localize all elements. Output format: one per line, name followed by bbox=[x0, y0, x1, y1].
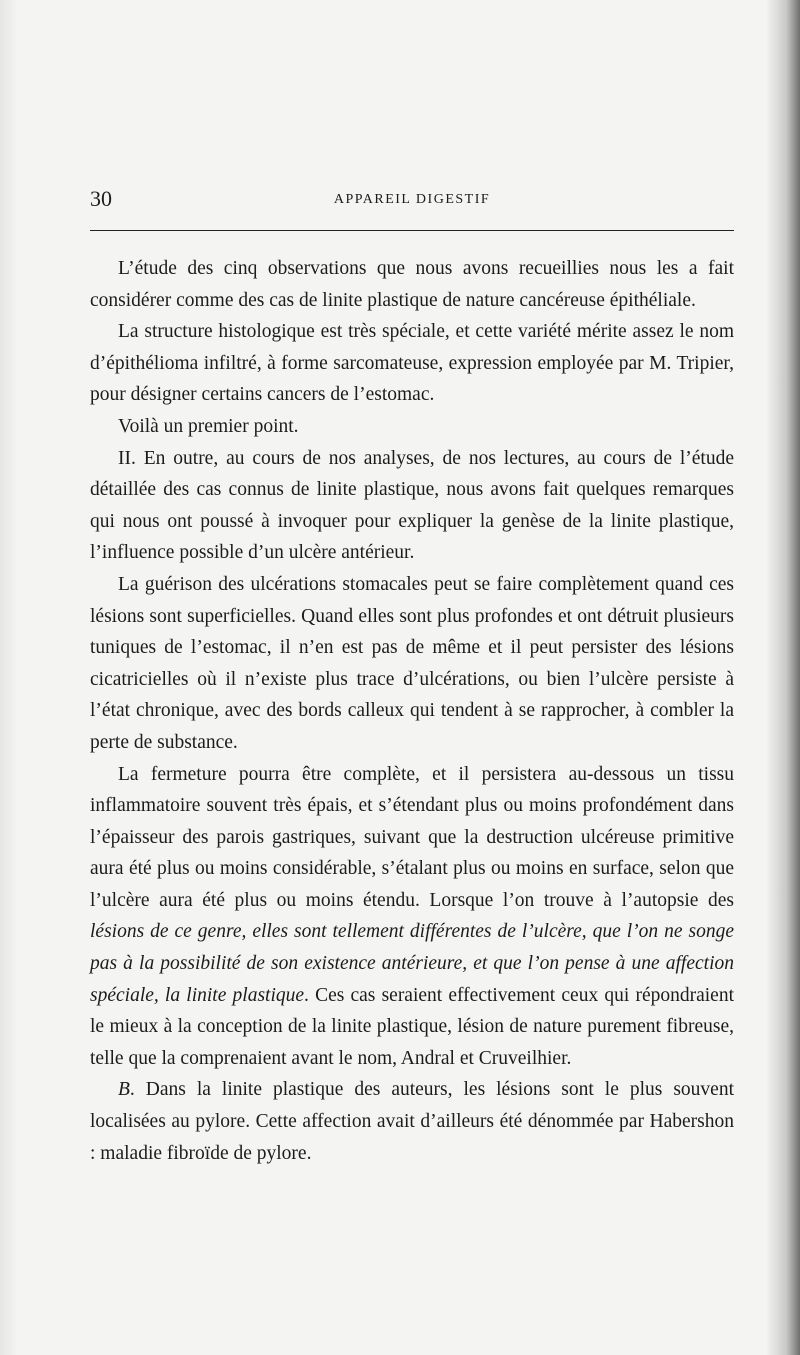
page-header bbox=[90, 186, 734, 216]
paragraph-7 bbox=[90, 1074, 734, 1169]
paragraph-5: La guérison des ulcérations stomacales peut se faire complètement quand ces lésions sont superficielles. Quand elles sont plus profondes et ont détruit plusieurs tuniques de l’estomac, il n’en est pas de même et il peut persister des lésions cicatricielles où il n’existe plus trace d’ulcérations, ou bien l’ulcère persiste à l’état chronique, avec des bords calleux qui tendent à se rapprocher, à combler la perte de substance. bbox=[90, 573, 734, 753]
paragraph-6-roman: La fermeture pourra être complète, et il persistera au-dessous un tissu inflammatoire souvent très épais, et s’étendant plus ou moins profondément dans l’épaisseur des parois gastriques, suivant que la destruction ulcéreuse primitive aura été plus ou moins considérable, s’étalant plus ou moins en surface, selon que l’ulcère aura été plus ou moins étendu. Lorsque l’on trouve à l’autopsie des bbox=[90, 763, 734, 911]
running-head: APPAREIL DIGESTIF bbox=[333, 192, 491, 207]
page-shadow-left bbox=[0, 0, 18, 1355]
header-rule bbox=[90, 230, 734, 231]
paragraph-2: La structure histologique est très spéciale, et cette variété mérite assez le nom d’épithélioma infiltré, à forme sarcomateuse, expression employée par M. Tripier, pour désigner certains cancers de l’estomac. bbox=[90, 321, 734, 406]
page-edge-shadow bbox=[766, 0, 800, 1355]
paragraph-7-roman: . Dans la linite plastique des auteurs, les lésions sont le plus souvent localisées au pylore. Cette affection avait d’ailleurs été dénommée par Habershon : maladie fibroïde de pylore. bbox=[90, 1079, 734, 1164]
paragraph-1: L’étude des cinq observations que nous avons recueillies nous les a fait considérer comme des cas de linite plastique de nature cancéreuse épithéliale. bbox=[90, 258, 734, 311]
paragraph-4: II. En outre, au cours de nos analyses, de nos lectures, au cours de l’étude détaillée des cas connus de linite plastique, nous avons fait quelques remarques qui nous ont poussé à invoquer pour expliquer la genèse de la linite plastique, l’influence possible d’un ulcère antérieur. bbox=[90, 447, 734, 564]
paragraph-6 bbox=[90, 759, 734, 1075]
paragraph-3: Voilà un premier point. bbox=[118, 415, 299, 437]
page-number: 30 bbox=[90, 186, 112, 211]
paragraph-6-italic: lésions de ce genre, elles sont tellement différentes de l’ulcère, que l’on ne songe pas à la possibilité de son existence antérieure, et que l’on pense à une affection spéciale, la linite plastique bbox=[90, 921, 734, 1006]
paragraph-6-roman-end: . Ces cas seraient effectivement ceux qui répondraient le mieux à la conception de la linite plastique, lésion de nature purement fibreuse, telle que la comprenaient avant le nom, Andral et Cruveilhier. bbox=[90, 984, 734, 1069]
body-text bbox=[90, 253, 734, 1169]
paragraph-7-italic: B bbox=[118, 1079, 130, 1101]
